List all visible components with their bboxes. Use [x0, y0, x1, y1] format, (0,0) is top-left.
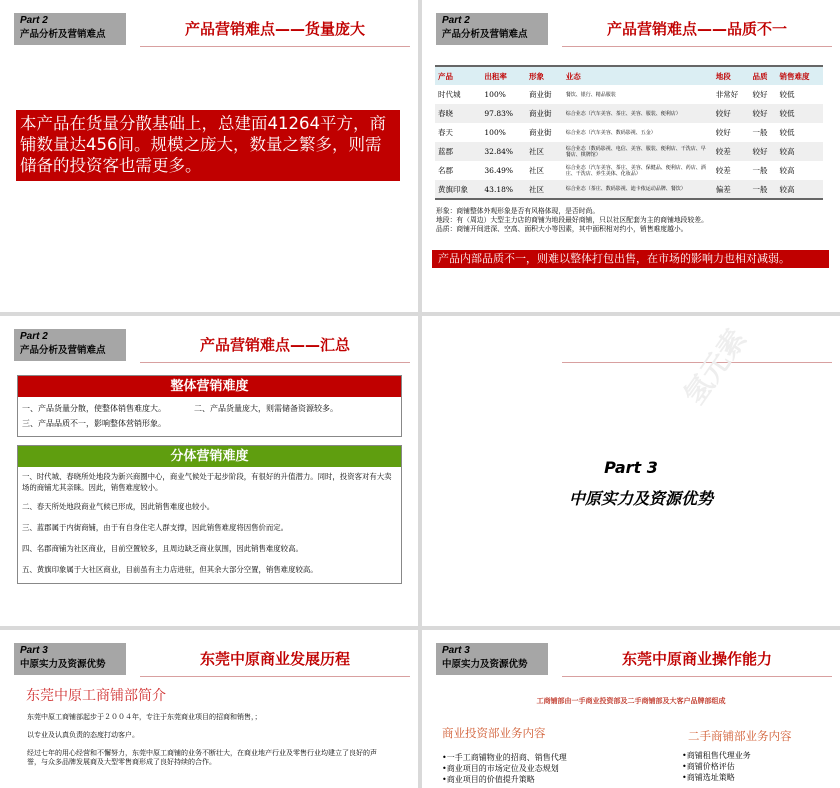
notes: [436, 207, 708, 234]
divider: [562, 46, 832, 47]
table-cell: 较高: [779, 166, 795, 175]
table-cell: 蓝郡: [435, 142, 481, 161]
table-cell: 较低: [779, 128, 795, 137]
section-label: 中原实力及资源优势: [442, 659, 528, 670]
part-label: Part 2: [20, 15, 48, 26]
table-cell: 较好: [749, 142, 776, 161]
column-header: 形象: [526, 66, 563, 85]
table-cell: 综合业态（茶庄、数码影视、迪卡侬运动品牌、餐饮）: [563, 180, 713, 199]
right-heading: 二手商铺部业务内容: [688, 729, 792, 743]
table-cell: 社区: [526, 180, 563, 199]
section-label: 产品分析及营销难点: [442, 29, 528, 40]
item: 一、产品货量分散，使整体销售难度大。: [22, 404, 166, 413]
table-cell: 较好: [713, 104, 750, 123]
item: 一、时代城、春晓所处地段为新兴商圈中心，商业气候处于起步阶段，有很好的升值潜力。同时，投资客对有大卖场的商铺尤其亲睐。因此，销售难度较小。: [22, 472, 392, 492]
column-header: 品质: [749, 66, 776, 85]
table-cell: 综合业态（汽车美容、茶庄、美容、服装、便利店）: [563, 104, 713, 123]
divider: [140, 46, 410, 47]
box-heading: 整体营销难度: [18, 376, 401, 397]
table-cell: 较高: [777, 142, 823, 161]
divider: [562, 676, 832, 677]
highlight-text: 本产品在货量分散基础上，总建面41264平方，商铺数量达456间。规模之庞大，数量之繁多，则需储备的投资客也需更多。: [16, 110, 400, 181]
slide-part3-cover[interactable]: [422, 316, 840, 626]
column-header: 产品: [435, 66, 481, 85]
part-label: Part 3: [442, 645, 470, 656]
table-cell: 偏差: [713, 180, 750, 199]
table-cell: 综合业态（汽车美容、茶庄、美容、保健品、便利店、药店、酒庄、干洗店、养生美体、化妆品）: [565, 164, 706, 177]
section-label: 产品分析及营销难点: [20, 29, 106, 40]
table-cell: 一般: [749, 180, 776, 199]
table-row: [435, 85, 823, 104]
table-row: [435, 161, 823, 180]
list-item: •商铺租售代理业务: [682, 751, 751, 760]
conclusion-banner: 产品内部品质不一，则难以整体打包出售，在市场的影响力也相对减弱。: [432, 250, 829, 268]
section-tag: [14, 643, 126, 675]
table-cell: 商业街: [526, 104, 563, 123]
item: 二、产品货量庞大，则需储备资源较多。: [194, 404, 338, 413]
table-cell: 100%: [484, 128, 506, 137]
slide-volume[interactable]: [0, 0, 418, 312]
table-cell: 36.49%: [484, 166, 514, 175]
section-label: 中原实力及资源优势: [20, 659, 106, 670]
paragraph: 以专业及认真负责的态度打动客户。: [27, 731, 139, 739]
part-number: Part 3: [604, 458, 658, 477]
item: 五、黄旗印象属于大社区商业，目前虽有主力店进驻，但其余大部分空置，销售难度较高。: [22, 565, 318, 574]
table-row: [435, 104, 823, 123]
table-row: [435, 123, 823, 142]
divider: [140, 362, 410, 363]
box-heading: 分体营销难度: [18, 446, 401, 467]
section-tag: [436, 643, 548, 675]
section-tag: [14, 13, 126, 45]
part-label: Part 2: [442, 15, 470, 26]
note: 形象：商铺整体外观形象是否有风格体现，是否时尚。: [436, 207, 600, 215]
table-cell: 餐饮、银行、精品服装: [565, 91, 616, 98]
table-cell: 较好: [749, 104, 776, 123]
slide-summary[interactable]: [0, 316, 418, 626]
table-cell: 较高: [777, 180, 823, 199]
part-label: Part 3: [20, 645, 48, 656]
table-cell: 非常好: [715, 90, 739, 99]
section-tag: [436, 13, 548, 45]
intro-text: [27, 713, 377, 767]
item: 二、春天所处地段商业气候已形成，因此销售难度也较小。: [22, 502, 215, 511]
list-item: •一手工商铺物业的招商、销售代理: [442, 753, 567, 762]
left-heading: 商业投资部业务内容: [442, 726, 546, 740]
table-cell: 名郡: [438, 166, 453, 175]
table-cell: 43.18%: [481, 180, 526, 199]
table-cell: 较好: [715, 128, 731, 137]
overall-difficulty-box: [17, 375, 402, 437]
table-cell: 较差: [713, 142, 750, 161]
table-cell: 较差: [715, 166, 731, 175]
table-row: [435, 180, 823, 199]
item: 四、名郡商铺为社区商业，目前空置较多，且周边缺乏商业氛围，因此销售难度较高。: [22, 544, 303, 553]
list-item: •商铺价格评估: [682, 762, 735, 771]
slide-history[interactable]: [0, 630, 418, 788]
part-title: 中原实力及资源优势: [568, 489, 713, 508]
column-header: 出租率: [481, 66, 526, 85]
item: 三、产品品质不一，影响整体营销形象。: [22, 419, 166, 428]
note: 地段：有（周边）大型主力店的商铺为地段最好商铺，只以社区配套为主的商铺地段较差。: [436, 216, 708, 224]
table-cell: 较低: [779, 90, 795, 99]
table-cell: 一般: [752, 166, 768, 175]
table-cell: 黄旗印象: [435, 180, 481, 199]
section-label: 产品分析及营销难点: [20, 345, 106, 356]
slide-title: 东莞中原商业发展历程: [199, 650, 350, 668]
slide-title: 东莞中原商业操作能力: [621, 650, 772, 668]
left-list: [442, 752, 567, 785]
list-item: •商业项目的价值提升策略: [442, 775, 535, 784]
watermark: 氢元素: [677, 322, 753, 411]
table-cell: 社区: [529, 166, 545, 175]
product-table: [435, 65, 823, 200]
slide-capability[interactable]: [422, 630, 840, 788]
list-item: •商业项目的市场定位及业态规划: [442, 764, 559, 773]
table-cell: 97.83%: [481, 104, 526, 123]
table-cell: 商业街: [529, 90, 552, 99]
paragraph: 经过七年的用心经营和不懈努力，东莞中原工商铺的业务不断壮大，在商业地产行业及零售行业均建立了良好的声誉，与众多品牌发展商及大型零售商形成了良好持续的合作。: [27, 749, 377, 766]
table-cell: 商业街: [529, 128, 552, 137]
slide-title: 产品营销难点——品质不一: [606, 20, 787, 38]
divider: [140, 676, 410, 677]
slide-title: 产品营销难点——货量庞大: [184, 20, 365, 38]
slide-title: 产品营销难点——汇总: [199, 336, 350, 354]
paragraph: 东莞中原工商铺部起步于２００４年，专注于东莞商业项目的招商和销售，；: [27, 713, 262, 721]
table-cell: 一般: [752, 128, 768, 137]
table-cell: 综合业态（数码影视、电信、美容、服装、便利店、干洗店、早餐店、棋牌馆）: [563, 142, 713, 161]
subtitle: 东莞中原工商铺部简介: [26, 688, 166, 704]
note: 品质：商铺开间进深、空高、面积大小等因素，其中面积相对约小，销售难度越小。: [436, 225, 688, 233]
column-header: 业态: [563, 66, 713, 85]
list-item: •商铺选址策略: [682, 773, 735, 782]
table-cell: 春晓: [435, 104, 481, 123]
slide-quality[interactable]: [422, 0, 840, 312]
column-header: 销售难度: [777, 66, 823, 85]
table-cell: 较低: [777, 104, 823, 123]
table-cell: 春天: [438, 128, 453, 137]
part-label: Part 2: [20, 331, 48, 342]
right-list: [682, 750, 751, 783]
table-cell: 综合业态（汽车美容、数码影视、五金）: [565, 129, 656, 136]
table-row: [435, 142, 823, 161]
table-cell: 32.84%: [481, 142, 526, 161]
partial-difficulty-box: [17, 445, 402, 584]
table-cell: 较好: [752, 90, 768, 99]
table-cell: 100%: [484, 90, 506, 99]
item: 三、蓝郡属于内街商铺，由于有自身住宅人群支撑，因此销售难度将因售价而定。: [22, 523, 289, 532]
column-header: 地段: [713, 66, 750, 85]
table-cell: 社区: [526, 142, 563, 161]
intro: 工商铺部由一手商业投资部及二手商铺部及大客户品牌部组成: [536, 697, 726, 705]
section-tag: [14, 329, 126, 361]
table-cell: 时代城: [438, 90, 461, 99]
